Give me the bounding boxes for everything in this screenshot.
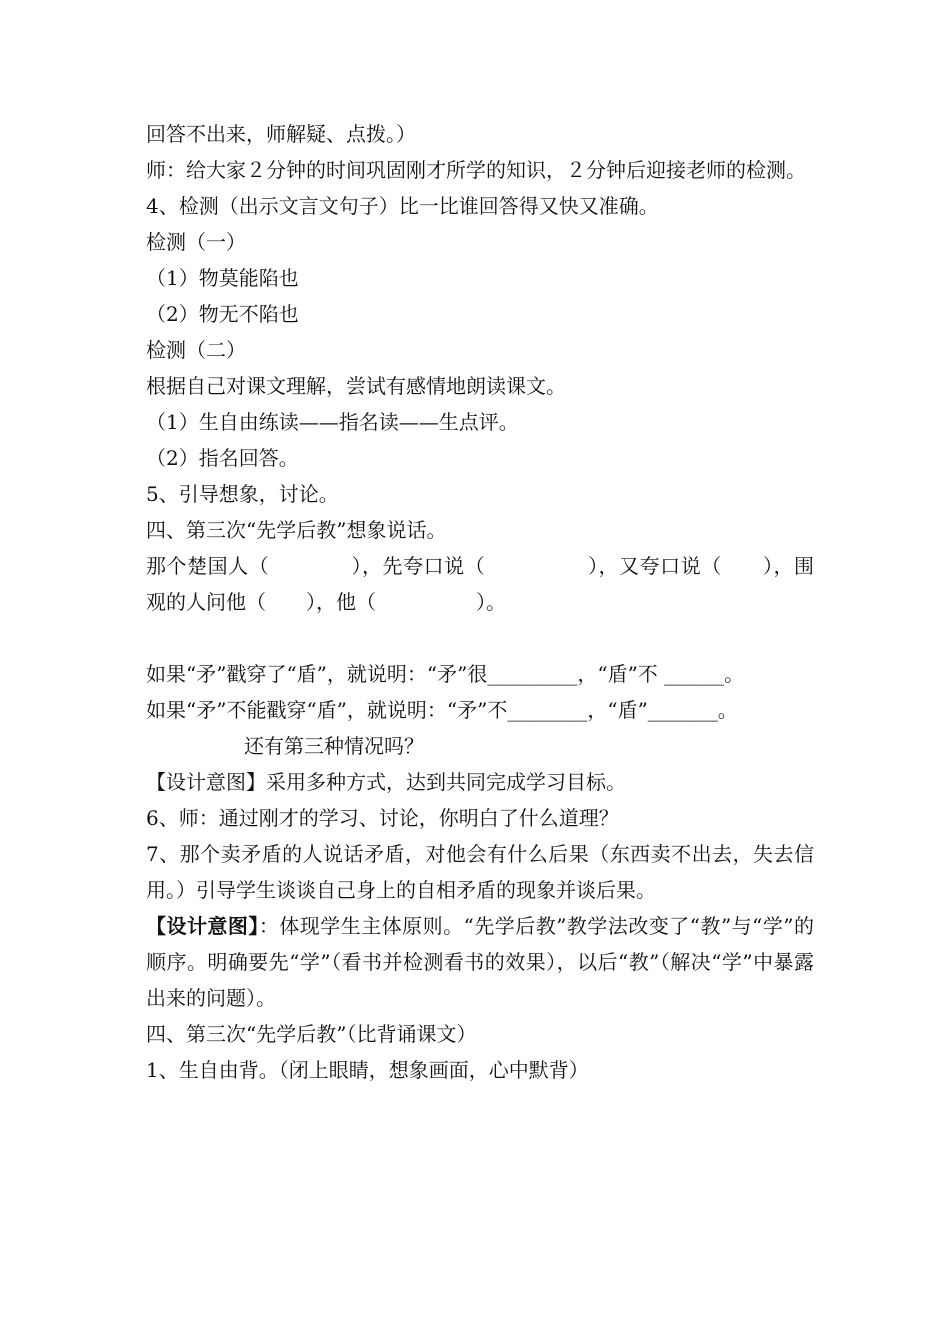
design-intent-1 [146, 764, 814, 800]
design-intent-label: 【设计意图】 [146, 914, 259, 938]
reading-item-2: （2）指名回答。 [146, 446, 299, 470]
paragraph-step-4: 4、检测（出示文言文句子）比一比谁回答得又快又准确。 [146, 194, 659, 218]
design-intent-label: 【设计意图】 [146, 770, 266, 794]
heading-test-1: 检测（一） [146, 230, 246, 254]
fill-in-sentence-pierce: 如果“矛”戳穿了“盾”，就说明：“矛”很_________，“盾”不 ______。 [146, 662, 745, 686]
paragraph-step-6: 6、师：通过刚才的学习、讨论，你明白了什么道理？ [146, 806, 619, 830]
blank-spacer [146, 620, 814, 656]
test-item-1: （1）物莫能陷也 [146, 266, 299, 290]
design-intent-text: 采用多种方式，达到共同完成学习目标。 [266, 770, 626, 794]
section-heading-recite: 四、第三次“先学后教”（比背诵课文） [146, 1022, 477, 1046]
paragraph-teacher-instruction: 师：给大家２分钟的时间巩固刚才所学的知识，２分钟后迎接老师的检测。 [146, 158, 806, 182]
section-heading-imagine: 四、第三次“先学后教”想象说话。 [146, 518, 447, 542]
lesson-plan-text [146, 116, 814, 1088]
third-case-question: 还有第三种情况吗？ [244, 734, 424, 758]
paragraph-recite-step-1: 1、生自由背。（闭上眼睛，想象画面，心中默背） [146, 1058, 589, 1082]
paragraph-line: 回答不出来，师解疑、点拨。） [146, 122, 416, 146]
paragraph-step-7: 7、那个卖矛盾的人说话矛盾，对他会有什么后果（东西卖不出去，失去信用。）引导学生谈谈自己身上的自相矛盾的现象并谈后果。 [146, 842, 814, 902]
heading-test-2: 检测（二） [146, 338, 246, 362]
paragraph-reading: 根据自己对课文理解，尝试有感情地朗读课文。 [146, 374, 566, 398]
fill-in-sentence-chu: 那个楚国人（ ），先夸口说（ ），又夸口说（ ），围观的人问他（ ），他（ ）。 [146, 554, 814, 614]
design-intent-text: ：体现学生主体原则。“先学后教”教学法改变了“教”与“学”的顺序。明确要先“学”（看书并检测看书的效果），以后“教”（解决“学”中暴露出来的问题）。 [146, 914, 814, 1010]
test-item-2: （2）物无不陷也 [146, 302, 299, 326]
fill-in-sentence-not-pierce: 如果“矛”不能戳穿“盾”，就说明：“矛”不________，“盾”_______。 [146, 698, 738, 722]
design-intent-2 [146, 908, 814, 1016]
paragraph-step-5: 5、引导想象，讨论。 [146, 482, 339, 506]
reading-item-1: （1）生自由练读——指名读——生点评。 [146, 410, 519, 434]
